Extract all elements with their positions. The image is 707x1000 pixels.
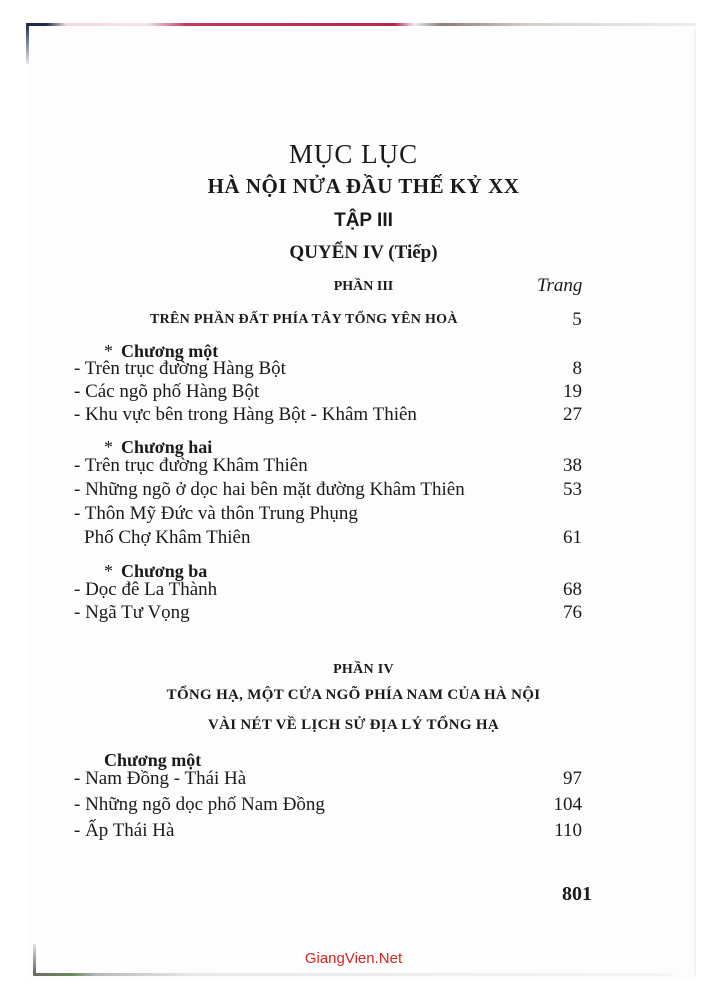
- part3-title: TRÊN PHẦN ĐẤT PHÍA TÂY TỔNG YÊN HOÀ: [150, 312, 458, 327]
- entry-text: - Các ngõ phố Hàng Bột: [74, 381, 260, 402]
- part3-label: PHẦN III: [333, 279, 394, 294]
- part4-label: PHẦN IV: [333, 662, 394, 677]
- volume-label: TẬP III: [334, 210, 393, 231]
- entry-text: Phố Chợ Khâm Thiên: [84, 527, 251, 548]
- book-title: HÀ NỘI NỬA ĐẦU THẾ KỶ XX: [207, 174, 520, 198]
- chapter-title: Chương ba: [121, 561, 208, 581]
- page-ref: 8: [572, 358, 582, 379]
- part4-title-line1: TỔNG HẠ, MỘT CỬA NGÕ PHÍA NAM CỦA HÀ NỘI: [166, 687, 541, 703]
- page-ref: 76: [563, 602, 582, 623]
- page-top-edge: [26, 23, 696, 26]
- page-ref: 68: [563, 579, 582, 600]
- book-label: QUYỂN IV (Tiếp): [289, 242, 438, 263]
- entry-text: - Dọc đê La Thành: [74, 579, 218, 600]
- asterisk-icon: *: [104, 437, 113, 457]
- entry-text: - Trên trục đường Hàng Bột: [74, 358, 286, 379]
- entry-text: - Trên trục đường Khâm Thiên: [74, 455, 308, 476]
- part4-title-line2: VÀI NÉT VỀ LỊCH SỬ ĐỊA LÝ TỔNG HẠ: [207, 717, 500, 733]
- entry-text: - Ngã Tư Vọng: [74, 602, 190, 623]
- page-ref: 5: [572, 309, 582, 330]
- chapter-title: Chương hai: [121, 437, 213, 457]
- entry-text: - Ấp Thái Hà: [74, 820, 175, 841]
- watermark: GiangVien.Net: [304, 950, 403, 967]
- page-ref: 38: [563, 455, 582, 476]
- page-left-edge: [26, 24, 29, 64]
- page-ref: 61: [563, 527, 582, 548]
- page-ref: 27: [563, 404, 582, 425]
- page-ref: 97: [563, 768, 582, 789]
- entry-text: - Những ngõ dọc phố Nam Đồng: [74, 794, 325, 815]
- page-ref: 53: [563, 479, 582, 500]
- page-ref: 19: [563, 381, 582, 402]
- entry-text: - Thôn Mỹ Đức và thôn Trung Phụng: [74, 503, 358, 524]
- page-column-label: Trang: [537, 275, 583, 296]
- asterisk-icon: *: [104, 561, 113, 581]
- chapter-title: Chương một: [121, 341, 219, 361]
- toc-heading: MỤC LỤC: [288, 139, 419, 169]
- chapter-title: Chương một: [104, 750, 202, 770]
- page-ref: 110: [554, 820, 582, 841]
- entry-text: - Những ngõ ở dọc hai bên mặt đường Khâm Thiên: [74, 479, 465, 500]
- asterisk-icon: *: [104, 341, 113, 361]
- page-bottom-edge: [33, 973, 673, 976]
- page-ref: 104: [553, 794, 582, 815]
- entry-text: - Khu vực bên trong Hàng Bột - Khâm Thiên: [74, 404, 417, 425]
- entry-text: - Nam Đồng - Thái Hà: [74, 768, 247, 789]
- page-right-edge: [694, 30, 696, 975]
- part3-title-row: [150, 309, 582, 330]
- page-number: 801: [562, 883, 592, 905]
